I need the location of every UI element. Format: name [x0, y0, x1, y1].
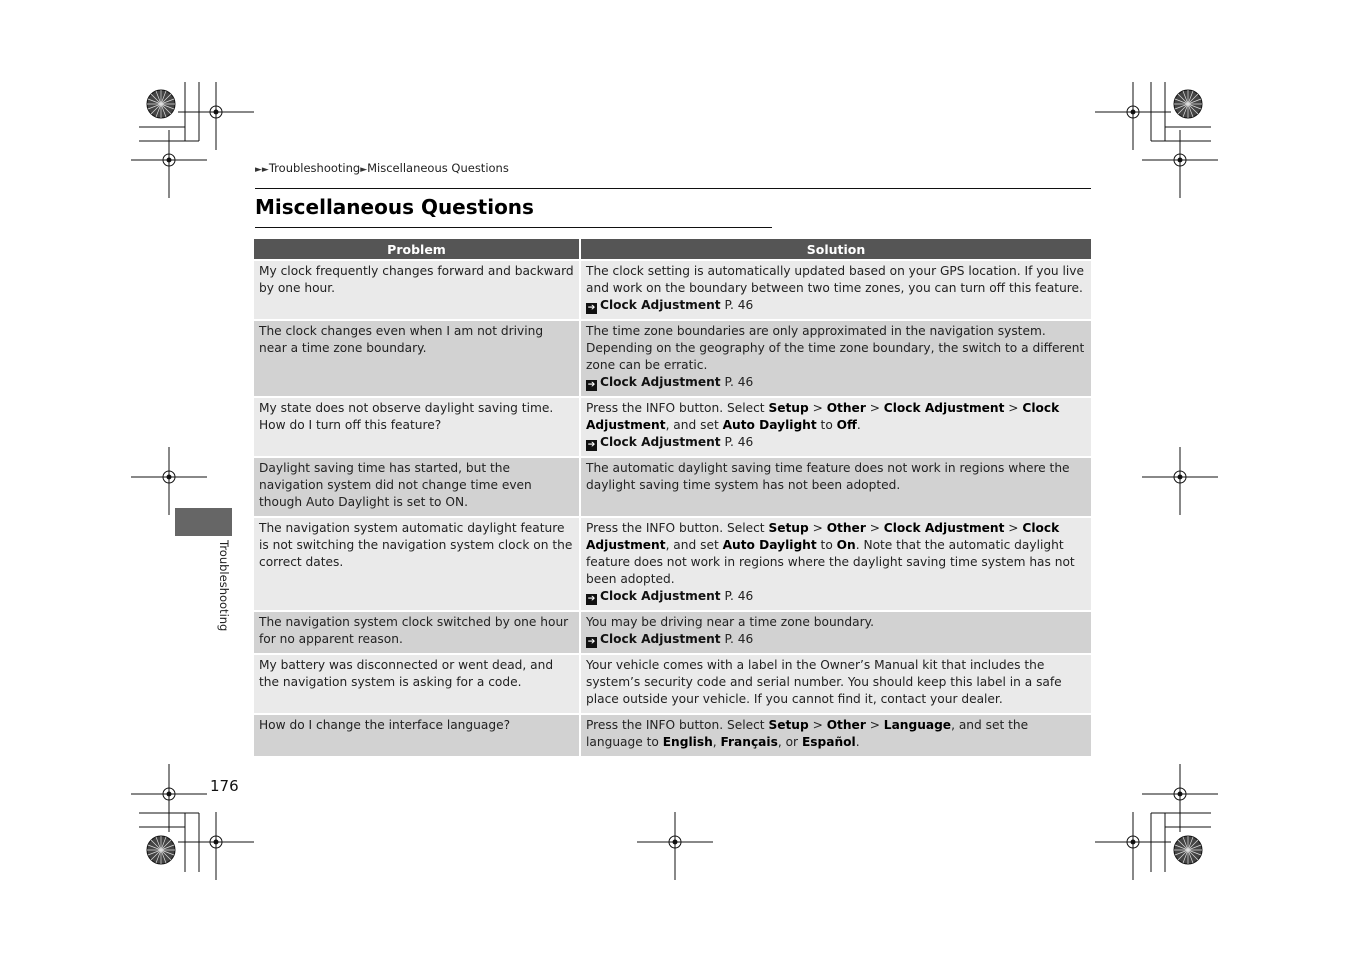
header-rule [255, 188, 1091, 189]
menu-keyword: Auto Daylight [722, 538, 817, 552]
solution-cell [581, 456, 1091, 516]
problem-cell: The navigation system clock switched by one hour for no apparent reason. [254, 610, 581, 653]
table-row [254, 653, 1091, 713]
solution-text-segment: Press the INFO button. Select [586, 718, 769, 732]
column-header-solution: Solution [581, 239, 1091, 259]
solution-text-segment: , or [777, 735, 802, 749]
reference-page: P. 46 [720, 435, 754, 449]
solution-text-segment: , and set the language to [586, 718, 1029, 749]
section-tab-label: Troubleshooting [217, 540, 231, 632]
solution-cell [581, 653, 1091, 713]
problem-cell: My battery was disconnected or went dead, and the navigation system is asking for a code. [254, 653, 581, 713]
reference-arrow-icon: ➔ [587, 303, 596, 313]
problem-cell: My state does not observe daylight saving time. How do I turn off this feature? [254, 396, 581, 456]
problem-cell: My clock frequently changes forward and backward by one hour. [254, 259, 581, 319]
solution-text-segment: to [816, 418, 837, 432]
menu-keyword: On [836, 538, 856, 552]
page-number: 176 [210, 777, 239, 795]
menu-keyword: Clock Adjustment [586, 401, 1060, 432]
problem-cell: How do I change the interface language? [254, 713, 581, 756]
solution-text-segment: > [808, 521, 827, 535]
table-row [254, 456, 1091, 516]
solution-text-segment: The clock setting is automatically updated based on your GPS location. If you live and work on the boundary between two time zones, you can turn off this feature. [586, 264, 1084, 295]
table-row [254, 396, 1091, 456]
reference-arrow-icon: ➔ [587, 637, 596, 647]
breadcrumb-current-page: Miscellaneous Questions [367, 161, 509, 175]
solution-text-segment: . [856, 418, 861, 432]
solution-text [586, 718, 1028, 749]
reference-page: P. 46 [720, 375, 754, 389]
solution-text-segment: , and set [665, 418, 723, 432]
reference-name: Clock Adjustment [600, 589, 721, 603]
problem-cell: The clock changes even when I am not driving near a time zone boundary. [254, 319, 581, 396]
solution-text-segment: You may be driving near a time zone boundary. [586, 615, 874, 629]
column-header-problem: Problem [254, 239, 581, 259]
solution-text [586, 658, 1062, 706]
solution-text-segment: to [816, 538, 837, 552]
solution-text [586, 264, 1084, 295]
solution-text [586, 324, 1084, 372]
cross-reference-link[interactable] [586, 631, 1086, 648]
reference-page: P. 46 [720, 632, 754, 646]
section-tab-marker [175, 508, 232, 536]
table-row [254, 259, 1091, 319]
reference-page: P. 46 [720, 589, 754, 603]
reference-arrow-icon: ➔ [587, 594, 596, 604]
page-title: Miscellaneous Questions [255, 195, 534, 219]
menu-keyword: Setup [768, 521, 809, 535]
breadcrumb-separator-icon: ► [360, 165, 368, 175]
solution-text-segment: . [855, 735, 860, 749]
solution-text-segment: Your vehicle comes with a label in the Owner’s Manual kit that includes the system’s security code and serial number. You should keep this label in a safe place outside your vehicle. If you cannot find it, contact your dealer. [586, 658, 1062, 706]
reference-name: Clock Adjustment [600, 298, 721, 312]
solution-cell [581, 516, 1091, 610]
solution-text-segment: . Note that the automatic daylight feature does not work in regions where the daylight saving time system has not been adopted. [586, 538, 1075, 586]
title-underline [255, 227, 772, 228]
table-header-row [254, 239, 1091, 259]
menu-keyword: Español [801, 735, 856, 749]
menu-keyword: Clock Adjustment [883, 401, 1005, 415]
solution-cell [581, 319, 1091, 396]
cross-reference-link[interactable] [586, 588, 1086, 605]
table-row [254, 713, 1091, 756]
solution-text-segment: The time zone boundaries are only approximated in the navigation system. Depending on the geography of the time zone boundary, the switch to a different zone can be erratic. [586, 324, 1085, 372]
menu-keyword: Setup [768, 718, 809, 732]
breadcrumb-arrows-icon: ►► [255, 165, 269, 175]
solution-text-segment: > [1004, 401, 1023, 415]
solution-text-segment: , [712, 735, 721, 749]
table-row [254, 319, 1091, 396]
problem-cell: Daylight saving time has started, but the navigation system did not change time even though Auto Daylight is set to ON. [254, 456, 581, 516]
reference-arrow-icon: ➔ [587, 440, 596, 450]
solution-text-segment: , and set [665, 538, 723, 552]
solution-text [586, 615, 874, 629]
solution-text [586, 401, 1059, 432]
solution-text-segment: > [865, 521, 884, 535]
table-row [254, 610, 1091, 653]
cross-reference-link[interactable] [586, 434, 1086, 451]
breadcrumb [255, 161, 509, 175]
menu-keyword: Other [826, 401, 866, 415]
menu-keyword: Clock Adjustment [586, 521, 1060, 552]
menu-keyword: Clock Adjustment [883, 521, 1005, 535]
problem-cell: The navigation system automatic daylight feature is not switching the navigation system clock on the correct dates. [254, 516, 581, 610]
menu-keyword: Other [826, 521, 866, 535]
menu-keyword: Other [826, 718, 866, 732]
faq-table [254, 239, 1091, 756]
solution-text-segment: > [808, 401, 827, 415]
reference-name: Clock Adjustment [600, 435, 721, 449]
solution-text-segment: Press the INFO button. Select [586, 401, 769, 415]
solution-text-segment: > [865, 401, 884, 415]
faq-table-body [254, 259, 1091, 756]
solution-text-segment: Press the INFO button. Select [586, 521, 769, 535]
solution-cell [581, 610, 1091, 653]
solution-text-segment: The automatic daylight saving time feature does not work in regions where the daylight saving time system has not been adopted. [586, 461, 1070, 492]
solution-text-segment: > [865, 718, 884, 732]
cross-reference-link[interactable] [586, 374, 1086, 391]
breadcrumb-section-link[interactable]: Troubleshooting [268, 161, 361, 175]
solution-cell [581, 396, 1091, 456]
solution-text-segment: > [1004, 521, 1023, 535]
menu-keyword: Auto Daylight [722, 418, 817, 432]
reference-name: Clock Adjustment [600, 632, 721, 646]
solution-text [586, 461, 1070, 492]
reference-name: Clock Adjustment [600, 375, 721, 389]
table-row [254, 516, 1091, 610]
solution-cell [581, 259, 1091, 319]
menu-keyword: Off [836, 418, 857, 432]
solution-cell [581, 713, 1091, 756]
menu-keyword: Setup [768, 401, 809, 415]
solution-text [586, 521, 1075, 586]
reference-arrow-icon: ➔ [587, 380, 596, 390]
menu-keyword: Language [883, 718, 952, 732]
menu-keyword: Français [720, 735, 778, 749]
cross-reference-link[interactable] [586, 297, 1086, 314]
menu-keyword: English [662, 735, 713, 749]
reference-page: P. 46 [720, 298, 754, 312]
solution-text-segment: > [808, 718, 827, 732]
